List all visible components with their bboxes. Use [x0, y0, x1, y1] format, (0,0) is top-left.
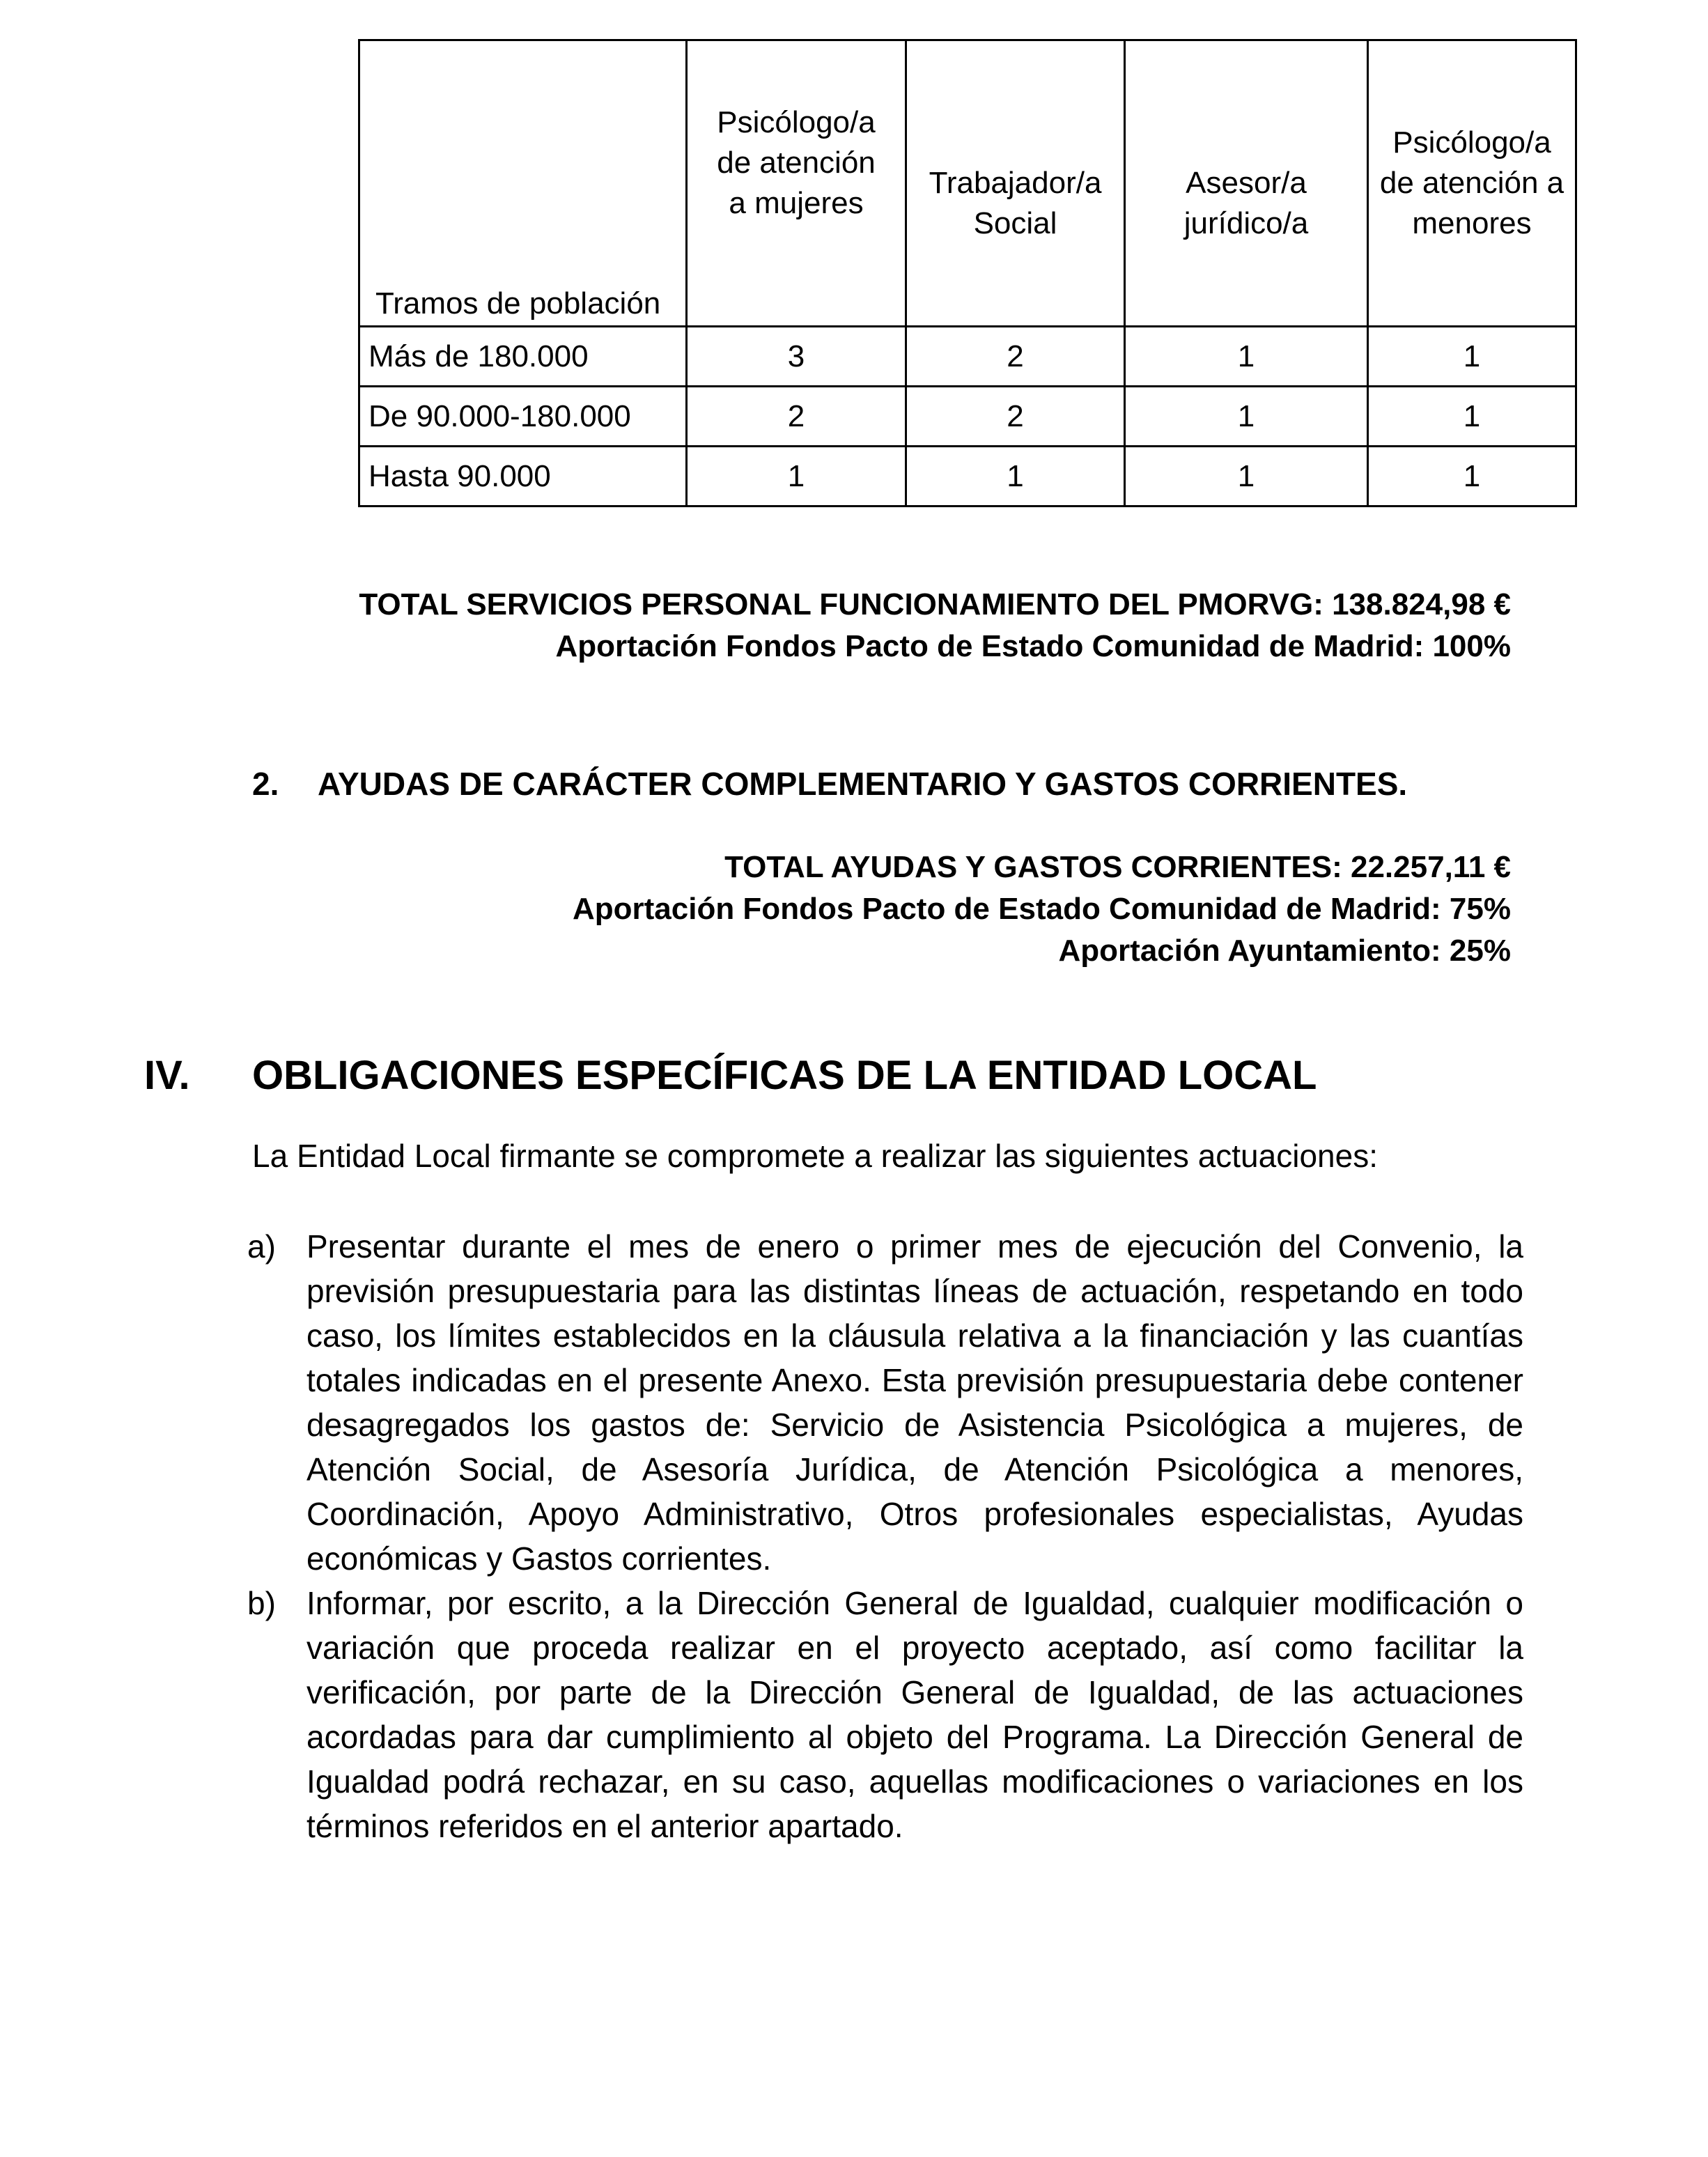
row-tramo: Hasta 90.000 — [359, 447, 687, 507]
item-letter: a) — [247, 1228, 276, 1265]
table-row — [359, 387, 1576, 447]
table-row — [359, 447, 1576, 507]
obligations-list — [247, 1224, 1523, 1848]
column-header-trabajador-social — [906, 40, 1125, 327]
row-tramo: De 90.000-180.000 — [359, 387, 687, 447]
cell-value: 2 — [687, 387, 906, 447]
aportacion-comunidad-madrid: Aportación Fondos Pacto de Estado Comunidad de Madrid: 100% — [555, 629, 1511, 663]
section-number: 2. — [252, 766, 279, 802]
summary-ayudas — [573, 846, 1511, 972]
list-item — [247, 1581, 1523, 1848]
aportacion-comunidad-madrid: Aportación Fondos Pacto de Estado Comunidad de Madrid: 75% — [572, 892, 1511, 926]
cell-value: 1 — [906, 447, 1125, 507]
cell-value: 2 — [906, 387, 1125, 447]
cell-value: 1 — [1125, 327, 1368, 387]
item-letter: b) — [247, 1585, 276, 1621]
section-number: IV. — [144, 1053, 190, 1098]
list-item — [247, 1224, 1523, 1581]
column-header-psicologo-mujeres — [687, 40, 906, 327]
section-title: OBLIGACIONES ESPECÍFICAS DE LA ENTIDAD LOCAL — [252, 1053, 1317, 1098]
column-header-psicologo-menores — [1368, 40, 1576, 327]
table-header-row — [359, 40, 1576, 327]
aportacion-ayuntamiento: Aportación Ayuntamiento: 25% — [1058, 934, 1511, 968]
total-ayudas-gastos: TOTAL AYUDAS Y GASTOS CORRIENTES: 22.257,11 € — [724, 850, 1511, 884]
column-header-label: Asesor/a jurídico/a — [1183, 166, 1309, 240]
summary-personal — [359, 584, 1511, 667]
cell-value: 1 — [1368, 327, 1576, 387]
cell-value: 3 — [687, 327, 906, 387]
total-servicios-personal: TOTAL SERVICIOS PERSONAL FUNCIONAMIENTO DEL PMORVG: 138.824,98 € — [359, 587, 1511, 621]
cell-value: 1 — [1368, 447, 1576, 507]
row-tramo: Más de 180.000 — [359, 327, 687, 387]
column-header-label: Psicólogo/a de atención a mujeres — [717, 105, 876, 220]
column-header-label: Trabajador/a Social — [929, 166, 1102, 240]
cell-value: 1 — [1368, 387, 1576, 447]
column-header-label: Psicólogo/a de atención a menores — [1379, 125, 1565, 240]
cell-value: 1 — [1125, 447, 1368, 507]
section-title: AYUDAS DE CARÁCTER COMPLEMENTARIO Y GASTOS CORRIENTES. — [318, 766, 1408, 802]
column-header-asesor-juridico — [1125, 40, 1368, 327]
cell-value: 2 — [906, 327, 1125, 387]
cell-value: 1 — [1125, 387, 1368, 447]
item-text: Presentar durante el mes de enero o primer mes de ejecución del Convenio, la previsión presupuestaria para las distintas líneas de actuación, respetando en todo caso, los límites establecidos en la cláusula relativa a la financiación y las cuantías totales indicadas en el presente Anexo. Esta previsión presupuestaria debe contener desagregados los gastos de: Servicio de Asistencia Psicológica a mujeres, de Atención Social, de Asesoría Jurídica, de Atención Psicológica a menores, Coordinación, Apoyo Administrativo, Otros profesionales especialistas, Ayudas económicas y Gastos corrientes. — [306, 1228, 1523, 1577]
table-row — [359, 327, 1576, 387]
item-text: Informar, por escrito, a la Dirección General de Igualdad, cualquier modificación o variación que proceda realizar en el proyecto aceptado, así como facilitar la verificación, por parte de la Dirección General de Igualdad, de las actuaciones acordadas para dar cumplimiento al objeto del Programa. La Dirección General de Igualdad podrá rechazar, en su caso, aquellas modificaciones o variaciones en los términos referidos en el anterior apartado. — [306, 1585, 1523, 1844]
section-2-heading — [252, 765, 1407, 803]
staffing-table — [358, 39, 1577, 507]
section-iv-intro: La Entidad Local firmante se compromete a realizar las siguientes actuaciones: — [252, 1138, 1378, 1174]
section-iv-heading — [144, 1052, 1317, 1099]
cell-value: 1 — [687, 447, 906, 507]
column-header-tramos: Tramos de población — [359, 40, 687, 327]
